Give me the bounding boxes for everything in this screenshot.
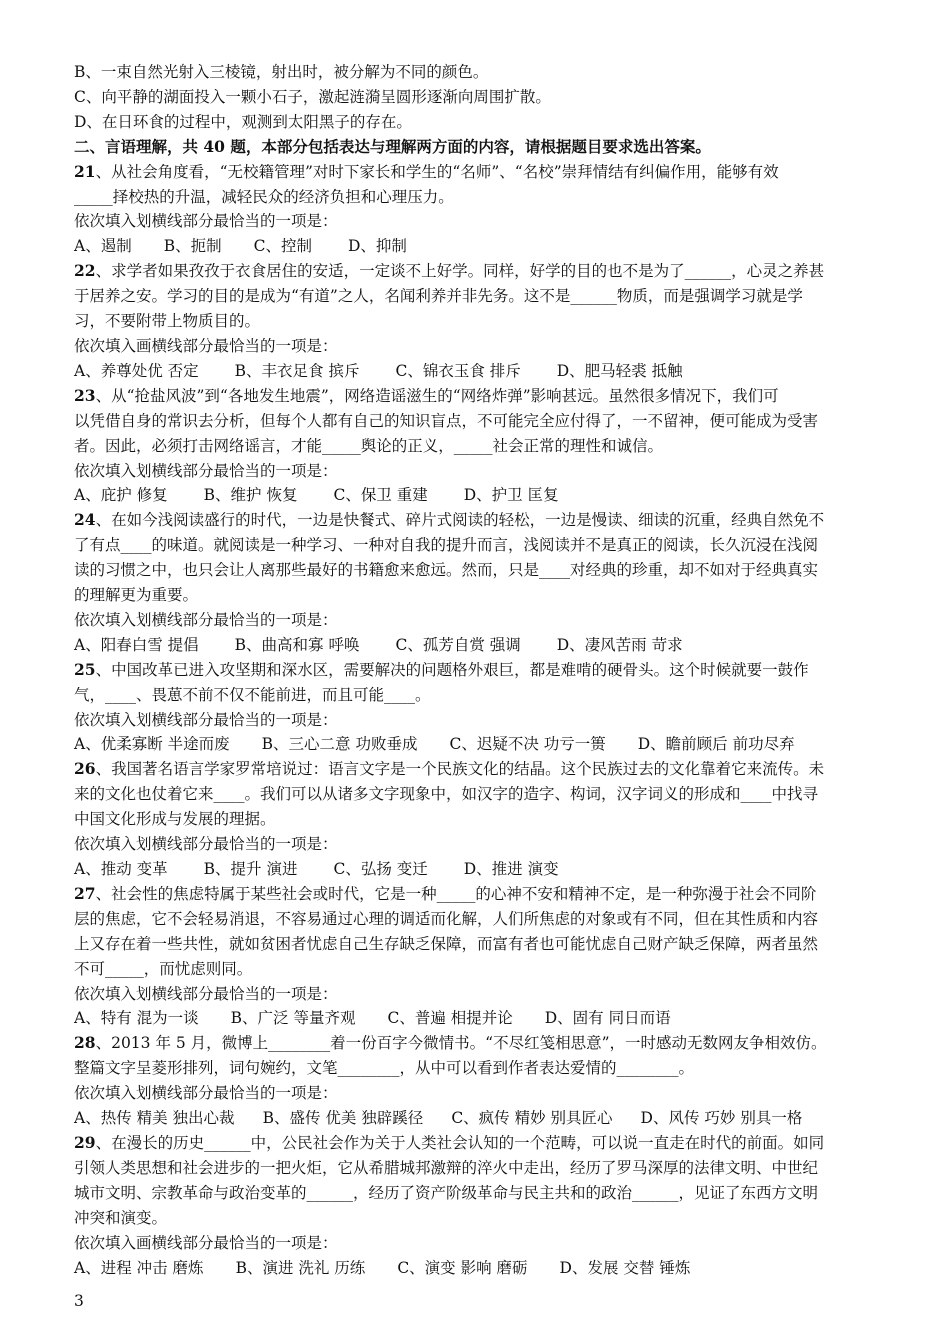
text-line: 者。因此，必须打击网络谣言，才能_____舆论的正义，_____社会正常的理性和诚信。 <box>74 436 664 455</box>
question-text: 、中国改革已进入攻坚期和深水区，需要解决的问题格外艰巨，都是难啃的硬骨头。这个时候就要一鼓作 <box>95 660 809 679</box>
answer-option: A、庇护 修复 <box>74 486 168 505</box>
question-stem <box>74 384 876 409</box>
answer-option: B、三心二意 功败垂成 <box>261 735 418 754</box>
text-line: 层的焦虑，它不会轻易消退，不容易通过心理的调适而化解，人们所焦虑的对象或有不同，但在其性质和内容 <box>74 909 819 928</box>
question-text: 、我国著名语言学家罗常培说过：语言文字是一个民族文化的结晶。这个民族过去的文化靠着它来流传。未 <box>95 760 825 779</box>
answer-option: D、护卫 匡复 <box>463 486 559 505</box>
text-line: 中国文化形成与发展的理据。 <box>74 810 276 829</box>
question-text: 、在如今浅阅读盛行的时代，一边是快餐式、碎片式阅读的轻松，一边是慢读、细读的沉重，经典自然免不 <box>95 511 825 530</box>
question-stem <box>74 1131 876 1156</box>
text-line: 上又存在着一些共性，就如贫困者忧虑自己生存缺乏保障，而富有者也可能忧虑自己财产缺乏保障，两者虽然 <box>74 934 819 953</box>
text-line: _____择校热的升温，减轻民众的经济负担和心理压力。 <box>74 187 454 206</box>
answer-option: C、孤芳自赏 强调 <box>395 635 521 654</box>
text-line: 于居养之安。学习的目的是成为“有道”之人，名闻利养并非先务。这不是______物质，而是强调学习就是学 <box>74 287 803 306</box>
text-line: 来的文化也仗着它来____。我们可以从诸多文字现象中，如汉字的造字、构词，汉字词义的形成和____中找寻 <box>74 785 819 804</box>
answer-options <box>74 857 876 882</box>
question-stem <box>74 757 876 782</box>
text-line: 习，不要附带上物质目的。 <box>74 312 261 331</box>
question-stem <box>74 1031 876 1056</box>
text-line: 依次填入划横线部分最恰当的一项是： <box>74 710 338 729</box>
question-number: 28 <box>74 1033 96 1053</box>
answer-option: B、演进 洗礼 历练 <box>235 1258 366 1277</box>
answer-options <box>74 633 876 658</box>
answer-option: C、迟疑不决 功亏一篑 <box>449 735 606 754</box>
text-line: 依次填入划横线部分最恰当的一项是： <box>74 1084 338 1103</box>
text-line: 依次填入划横线部分最恰当的一项是： <box>74 212 338 231</box>
question-number: 22 <box>74 261 96 281</box>
answer-options <box>74 359 876 384</box>
question-text: 、2013 年 5 月，微博上________着一份百字今微情书。“不尽红笺相思意”，一时感动无数网友争相效仿。 <box>95 1034 827 1053</box>
page-number: 3 <box>74 1292 84 1310</box>
text-line: 的理解更为重要。 <box>74 586 199 605</box>
text-line: 读的习惯之中，也只会让人离那些最好的书籍愈来愈远。然而，只是____对经典的珍重，却不如对于经典真实 <box>74 561 819 580</box>
text-line: B、一束自然光射入三棱镜，射出时，被分解为不同的颜色。 <box>74 63 489 81</box>
answer-option: D、固有 同日而语 <box>544 1009 671 1028</box>
question-number: 23 <box>74 385 96 405</box>
answer-option: C、普遍 相提并论 <box>387 1009 513 1028</box>
answer-option: A、遏制 <box>74 237 132 256</box>
answer-options <box>74 234 876 259</box>
answer-options <box>74 1106 876 1131</box>
text-line: 整篇文字呈菱形排列，词句婉约，文笔________，从中可以看到作者表达爱情的________。 <box>74 1059 695 1078</box>
answer-option: B、盛传 优美 独辟蹊径 <box>262 1109 424 1128</box>
text-line: 冲突和演变。 <box>74 1208 168 1227</box>
question-number: 21 <box>74 161 96 181</box>
answer-option: D、肥马轻裘 抵触 <box>556 361 683 380</box>
answer-options <box>74 1256 876 1281</box>
question-stem <box>74 160 876 185</box>
question-text: 、求学者如果孜孜于衣食居住的安适，一定谈不上好学。同样，好学的目的也不是为了______，心灵之养甚 <box>95 262 825 281</box>
text-line: 依次填入划横线部分最恰当的一项是： <box>74 461 338 480</box>
answer-options <box>74 483 876 508</box>
text-line: D、在日环食的过程中，观测到太阳黑子的存在。 <box>74 112 412 131</box>
text-line: 气，____、畏葸不前不仅不能前进，而且可能____。 <box>74 685 431 704</box>
text-line: 以凭借自身的常识去分析，但每个人都有自己的知识盲点，不可能完全应付得了，一不留神，便可能成为受害 <box>74 411 819 430</box>
answer-option: A、优柔寡断 半途而废 <box>74 735 230 754</box>
question-content <box>74 60 876 1280</box>
answer-option: D、发展 交替 锤炼 <box>559 1258 691 1277</box>
question-number: 29 <box>74 1132 96 1152</box>
question-text: 、社会性的焦虑特属于某些社会或时代，它是一种_____的心神不安和精神不定，是一种弥漫于社会不同阶 <box>95 884 817 903</box>
question-text: 、从“抢盐风波”到“各地发生地震”，网络造谣滋生的“网络炸弹”影响甚远。虽然很多情况下，我们可 <box>95 386 779 405</box>
question-stem <box>74 259 876 284</box>
answer-option: A、进程 冲击 磨炼 <box>74 1258 204 1277</box>
text-line: 了有点____的味道。就阅读是一种学习、一种对自我的提升而言，浅阅读并不是真正的阅读，长久沉浸在浅阅 <box>74 536 819 555</box>
answer-option: A、阳春白雪 提倡 <box>74 635 199 654</box>
question-number: 24 <box>74 510 96 530</box>
question-number: 25 <box>74 659 96 679</box>
answer-option: C、演变 影响 磨砺 <box>397 1258 528 1277</box>
answer-option: B、曲高和寡 呼唤 <box>234 635 360 654</box>
answer-options <box>74 732 876 757</box>
answer-option: A、特有 混为一谈 <box>74 1009 199 1028</box>
answer-option: C、疯传 精妙 别具匠心 <box>451 1109 613 1128</box>
text-line: 依次填入划横线部分最恰当的一项是： <box>74 610 338 629</box>
answer-option: D、凄风苦雨 苛求 <box>556 635 683 654</box>
answer-option: B、维护 恢复 <box>203 486 298 505</box>
answer-option: C、控制 <box>253 237 312 256</box>
text-line: 依次填入划横线部分最恰当的一项是： <box>74 984 338 1003</box>
section-heading: 二、言语理解，共 40 题，本部分包括表达与理解两方面的内容，请根据题目要求选出答案。 <box>74 136 711 156</box>
text-line: 城市文明、宗教革命与政治变革的______，经历了资产阶级革命与民主共和的政治______，见证了东西方文明 <box>74 1183 819 1202</box>
answer-option: D、推进 演变 <box>463 860 559 878</box>
text-line: 引领人类思想和社会进步的一把火炬，它从希腊城邦激辩的淬火中走出，经历了罗马深厚的法律文明、中世纪 <box>74 1158 819 1177</box>
text-line: C、向平静的湖面投入一颗小石子，激起涟漪呈圆形逐渐向周围扩散。 <box>74 87 551 106</box>
answer-option: B、广泛 等量齐观 <box>230 1009 356 1028</box>
answer-option: D、瞻前顾后 前功尽弃 <box>637 735 795 754</box>
text-line: 依次填入划横线部分最恰当的一项是： <box>74 835 338 854</box>
answer-option: C、弘扬 变迁 <box>333 860 428 878</box>
question-number: 27 <box>74 883 96 903</box>
answer-option: B、扼制 <box>163 237 222 256</box>
question-stem <box>74 508 876 533</box>
question-text: 、在漫长的历史______中，公民社会作为关于人类社会认知的一个范畴，可以说一直走在时代的前面。如同 <box>95 1133 825 1152</box>
question-stem <box>74 658 876 683</box>
text-line: 不可_____，而忧虑则同。 <box>74 959 253 978</box>
question-stem <box>74 882 876 907</box>
answer-option: A、养尊处优 否定 <box>74 361 199 380</box>
answer-option: B、丰衣足食 摈斥 <box>234 361 360 380</box>
text-line: 依次填入画横线部分最恰当的一项是： <box>74 336 338 355</box>
answer-option: A、热传 精美 独出心裁 <box>74 1109 235 1128</box>
answer-option: B、提升 演进 <box>203 860 298 878</box>
answer-option: A、推动 变革 <box>74 860 168 878</box>
answer-option: C、锦衣玉食 排斥 <box>395 361 521 380</box>
text-line: 依次填入画横线部分最恰当的一项是： <box>74 1233 338 1252</box>
answer-option: D、风传 巧妙 别具一格 <box>640 1109 803 1128</box>
answer-options <box>74 1006 876 1031</box>
question-number: 26 <box>74 759 96 779</box>
answer-option: D、抑制 <box>347 237 407 256</box>
question-text: 、从社会角度看，“无校籍管理”对时下家长和学生的“名师”、“名校”崇拜情结有纠偏作用，能够有效 <box>95 162 779 181</box>
answer-option: C、保卫 重建 <box>333 486 428 505</box>
